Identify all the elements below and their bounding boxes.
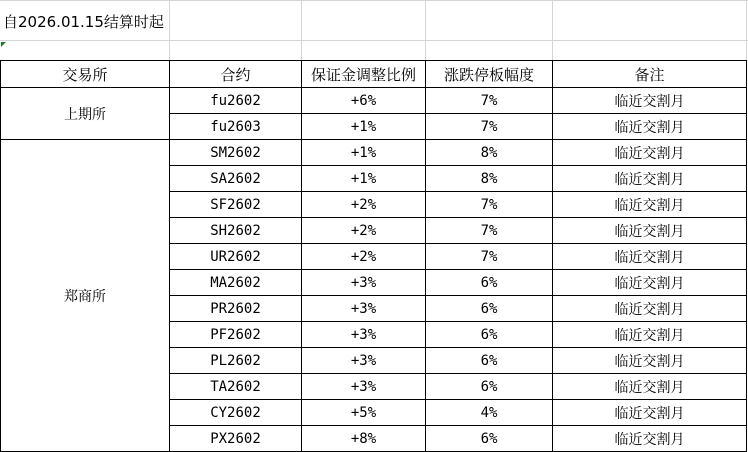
margin-table [0, 60, 747, 452]
limit-cell[interactable]: 8% [426, 166, 553, 192]
note-cell[interactable]: 临近交割月 [553, 88, 747, 114]
margin-cell[interactable]: +2% [302, 192, 426, 218]
gridline [301, 0, 302, 61]
contract-cell[interactable]: PL2602 [170, 348, 302, 374]
note-cell[interactable]: 临近交割月 [553, 400, 747, 426]
contract-cell[interactable]: SM2602 [170, 140, 302, 166]
header-limit[interactable]: 涨跌停板幅度 [426, 61, 553, 88]
note-cell[interactable]: 临近交割月 [553, 374, 747, 400]
limit-cell[interactable]: 7% [426, 244, 553, 270]
contract-cell[interactable]: MA2602 [170, 270, 302, 296]
limit-cell[interactable]: 7% [426, 192, 553, 218]
contract-cell[interactable]: PX2602 [170, 426, 302, 452]
limit-cell[interactable]: 7% [426, 114, 553, 140]
cell-indicator-icon [1, 42, 6, 47]
gridline [746, 0, 747, 61]
margin-cell[interactable]: +3% [302, 296, 426, 322]
note-cell[interactable]: 临近交割月 [553, 166, 747, 192]
gridline [425, 0, 426, 61]
contract-cell[interactable]: SF2602 [170, 192, 302, 218]
header-note[interactable]: 备注 [553, 61, 747, 88]
contract-cell[interactable]: PF2602 [170, 322, 302, 348]
gridline [552, 0, 553, 61]
header-row [1, 61, 747, 88]
header-margin[interactable]: 保证金调整比例 [302, 61, 426, 88]
margin-cell[interactable]: +5% [302, 400, 426, 426]
note-cell[interactable]: 临近交割月 [553, 426, 747, 452]
margin-cell[interactable]: +3% [302, 348, 426, 374]
note-cell[interactable]: 临近交割月 [553, 218, 747, 244]
note-cell[interactable]: 临近交割月 [553, 140, 747, 166]
note-cell[interactable]: 临近交割月 [553, 322, 747, 348]
contract-cell[interactable]: CY2602 [170, 400, 302, 426]
contract-cell[interactable]: UR2602 [170, 244, 302, 270]
exchange-cell[interactable]: 郑商所 [1, 140, 170, 452]
gridline [0, 40, 748, 41]
note-cell[interactable]: 临近交割月 [553, 114, 747, 140]
limit-cell[interactable]: 6% [426, 296, 553, 322]
contract-cell[interactable]: TA2602 [170, 374, 302, 400]
gridline [169, 0, 170, 61]
contract-cell[interactable]: PR2602 [170, 296, 302, 322]
title-cell[interactable]: 自2026.01.15结算时起 [3, 13, 164, 31]
margin-cell[interactable]: +1% [302, 140, 426, 166]
limit-cell[interactable]: 8% [426, 140, 553, 166]
limit-cell[interactable]: 6% [426, 374, 553, 400]
limit-cell[interactable]: 6% [426, 322, 553, 348]
note-cell[interactable]: 临近交割月 [553, 348, 747, 374]
limit-cell[interactable]: 6% [426, 426, 553, 452]
limit-cell[interactable]: 7% [426, 218, 553, 244]
limit-cell[interactable]: 4% [426, 400, 553, 426]
margin-cell[interactable]: +8% [302, 426, 426, 452]
margin-cell[interactable]: +3% [302, 374, 426, 400]
table-body [1, 88, 747, 452]
margin-cell[interactable]: +3% [302, 322, 426, 348]
contract-cell[interactable]: SH2602 [170, 218, 302, 244]
note-cell[interactable]: 临近交割月 [553, 244, 747, 270]
contract-cell[interactable]: fu2603 [170, 114, 302, 140]
note-cell[interactable]: 临近交割月 [553, 192, 747, 218]
header-exchange[interactable]: 交易所 [1, 61, 170, 88]
margin-cell[interactable]: +2% [302, 244, 426, 270]
margin-cell[interactable]: +2% [302, 218, 426, 244]
note-cell[interactable]: 临近交割月 [553, 270, 747, 296]
contract-cell[interactable]: fu2602 [170, 88, 302, 114]
margin-cell[interactable]: +1% [302, 114, 426, 140]
table-row [1, 88, 747, 114]
margin-cell[interactable]: +3% [302, 270, 426, 296]
table-row [1, 140, 747, 166]
limit-cell[interactable]: 6% [426, 270, 553, 296]
note-cell[interactable]: 临近交割月 [553, 296, 747, 322]
contract-cell[interactable]: SA2602 [170, 166, 302, 192]
limit-cell[interactable]: 7% [426, 88, 553, 114]
header-contract[interactable]: 合约 [170, 61, 302, 88]
margin-cell[interactable]: +6% [302, 88, 426, 114]
limit-cell[interactable]: 6% [426, 348, 553, 374]
gridline [0, 0, 748, 1]
margin-cell[interactable]: +1% [302, 166, 426, 192]
title-area [0, 0, 748, 61]
exchange-cell[interactable]: 上期所 [1, 88, 170, 140]
